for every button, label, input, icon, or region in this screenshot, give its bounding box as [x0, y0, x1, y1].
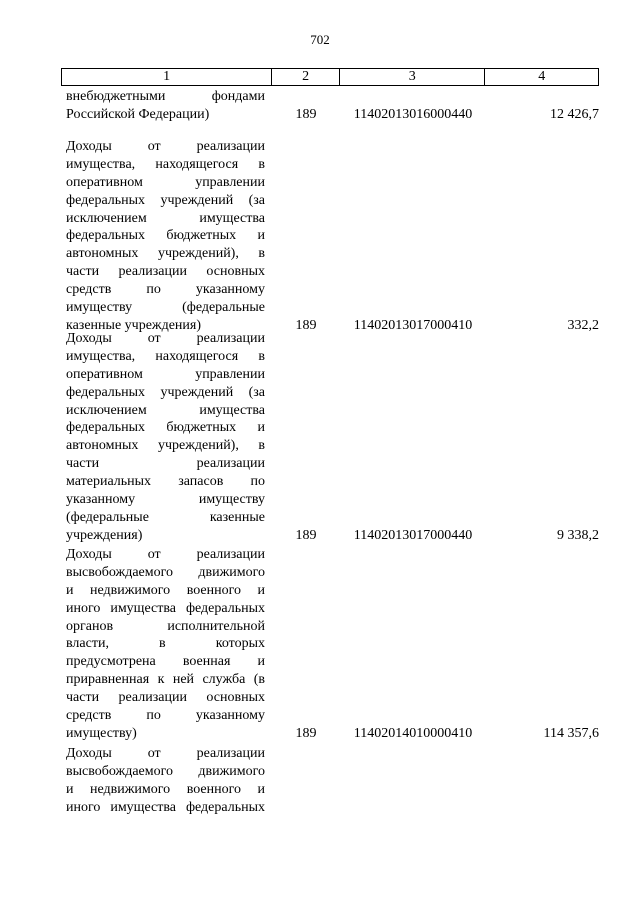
description-line: Доходы от реализации	[66, 139, 265, 154]
description-line: власти, в которых	[66, 636, 265, 652]
description-line: Доходы от реализации	[66, 746, 265, 761]
row-description	[66, 138, 265, 335]
row-description	[66, 330, 265, 545]
description-line: оперативном управлении	[66, 174, 265, 190]
header-col-1: 1	[62, 69, 272, 85]
description-line: иного имущества федеральных	[66, 799, 265, 815]
description-line: части реализации основных	[66, 264, 265, 280]
description-line: автономных учреждений), в	[66, 246, 265, 262]
description-line: внебюджетными фондами	[66, 89, 265, 104]
row-code: 189	[295, 106, 317, 122]
row-kbk: 11402013017000440	[353, 527, 473, 543]
description-line: части реализации	[66, 456, 265, 472]
description-line: федеральных бюджетных и	[66, 228, 265, 244]
description-line: Доходы от реализации	[66, 331, 265, 346]
description-line: федеральных бюджетных и	[66, 420, 265, 436]
row-kbk: 11402013017000410	[353, 318, 473, 333]
description-line: материальных запасов по	[66, 474, 265, 490]
description-line: и недвижимого военного и	[66, 781, 265, 797]
page-number: 702	[310, 32, 330, 47]
description-line: имущества, находящегося в	[66, 156, 265, 172]
header-col-4: 4	[538, 69, 546, 84]
description-line: имуществу (федеральные	[66, 300, 265, 316]
description-line: указанному имуществу	[66, 492, 265, 508]
description-line: средств по указанному	[66, 708, 265, 724]
row-kbk: 11402014010000410	[353, 726, 473, 741]
table-header-row	[61, 68, 599, 86]
row-description	[66, 546, 265, 743]
row-code: 189	[295, 318, 317, 333]
row-amount: 12 426,7	[550, 106, 599, 122]
row-code: 189	[295, 726, 317, 741]
row-amount: 9 338,2	[557, 527, 599, 543]
description-line: оперативном управлении	[66, 366, 265, 382]
row-description	[66, 88, 265, 124]
description-line: (федеральные казенные	[66, 509, 265, 525]
description-line: имущества, находящегося в	[66, 348, 265, 364]
description-line: высвобождаемого движимого	[66, 564, 265, 580]
description-line: высвобождаемого движимого	[66, 763, 265, 779]
description-line: средств по указанному	[66, 282, 265, 298]
description-line: федеральных учреждений (за	[66, 192, 265, 208]
description-line: и недвижимого военного и	[66, 582, 265, 598]
header-col-2: 2	[272, 69, 340, 85]
row-amount: 332,2	[567, 318, 599, 333]
description-line: Доходы от реализации	[66, 547, 265, 562]
description-line: федеральных учреждений (за	[66, 384, 265, 400]
row-kbk: 11402013016000440	[353, 106, 473, 122]
description-line: приравненная к ней служба (в	[66, 672, 265, 688]
description-line: Российской Федерации)	[66, 106, 210, 122]
row-amount: 114 357,6	[543, 726, 599, 741]
description-line: части реализации основных	[66, 690, 265, 706]
description-line: автономных учреждений), в	[66, 438, 265, 454]
description-line: имуществу)	[66, 725, 137, 741]
description-line: предусмотрена военная и	[66, 654, 265, 670]
row-code: 189	[295, 527, 317, 543]
row-description	[66, 745, 265, 817]
description-line: исключением имущества	[66, 210, 265, 226]
description-line: органов исполнительной	[66, 618, 265, 634]
description-line: иного имущества федеральных	[66, 600, 265, 616]
description-line: казенные учреждения)	[66, 317, 202, 333]
description-line: учреждения)	[66, 527, 143, 543]
header-col-3: 3	[340, 69, 485, 85]
description-line: исключением имущества	[66, 402, 265, 418]
